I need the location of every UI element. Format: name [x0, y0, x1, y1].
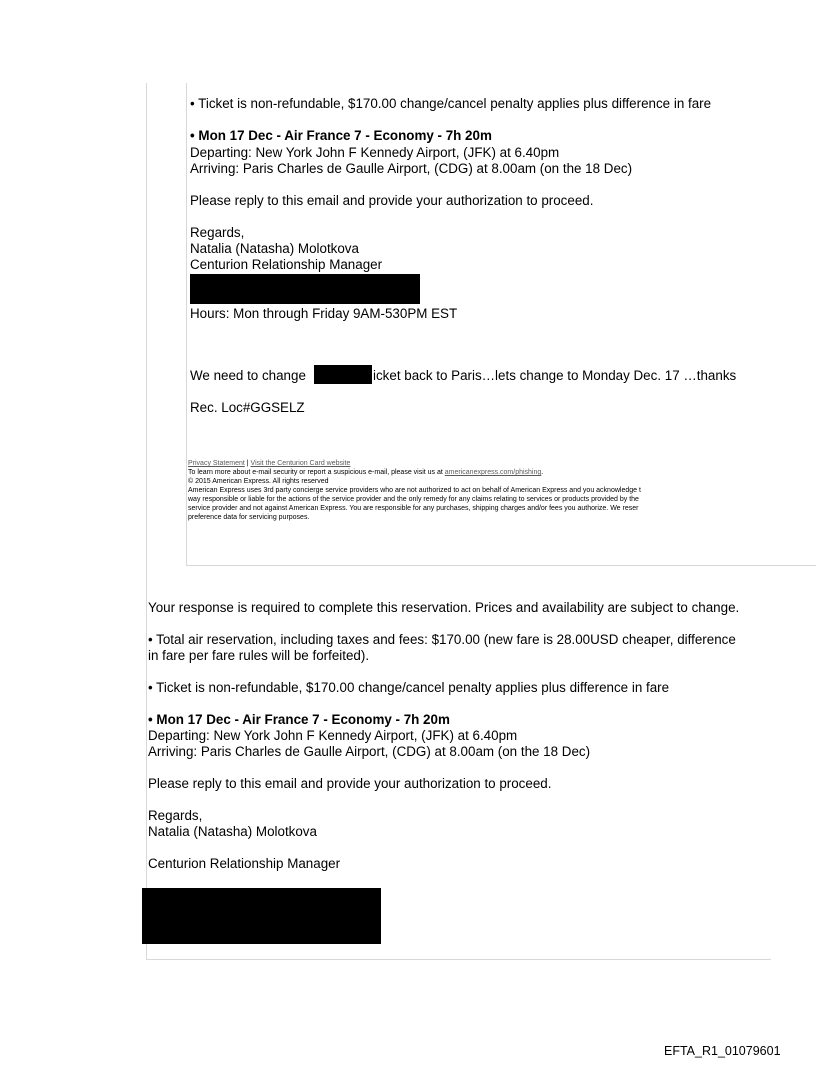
redaction-block [142, 888, 381, 944]
sender-name: Natalia (Natasha) Molotkova [148, 824, 317, 839]
reply-request: Please reply to this email and provide your authorization to proceed. [148, 776, 552, 791]
arriving: Arriving: Paris Charles de Gaulle Airport, (CDG) at 8.00am (on the 18 Dec) [148, 744, 591, 759]
disclaimer-line: service provider and not against American Express. You are responsible for any purchases, shipping charges and/or fees you authorize. We reser [188, 505, 639, 512]
phishing-notice [188, 468, 543, 477]
sender-title: Centurion Relationship Manager [148, 856, 341, 871]
quoted-sender-title: Centurion Relationship Manager [190, 257, 383, 272]
change-request-end: icket back to Paris…lets change to Monday Dec. 17 …thanks [373, 368, 737, 383]
total-line-2: in fare per fare rules will be forfeited). [148, 648, 370, 663]
ticket-line: • Ticket is non-refundable, $170.00 change/cancel penalty applies plus difference in fare [148, 680, 670, 695]
regards: Regards, [148, 808, 203, 823]
copyright: © 2015 American Express. All rights reserved [188, 478, 329, 485]
phishing-end: . [541, 469, 544, 476]
privacy-statement-link[interactable]: Privacy Statement [188, 460, 245, 467]
redaction-block [314, 365, 372, 384]
response-required: Your response is required to complete this reservation. Prices and availability are subject to change. [148, 600, 740, 615]
quoted-departing: Departing: New York John F Kennedy Airport, (JFK) at 6.40pm [190, 145, 560, 160]
centurion-website-link[interactable]: Visit the Centurion Card website [250, 460, 351, 467]
disclaimer-line: preference data for servicing purposes. [188, 514, 310, 521]
quoted-ticket-line: • Ticket is non-refundable, $170.00 change/cancel penalty applies plus difference in fare [190, 96, 712, 111]
quoted-arriving: Arriving: Paris Charles de Gaulle Airport, (CDG) at 8.00am (on the 18 Dec) [190, 161, 633, 176]
disclaimer-line: American Express uses 3rd party concierge service providers who are not authorized to act on behalf of American Express and you acknowledge t [188, 487, 641, 494]
link-separator: | [244, 460, 251, 467]
phishing-text: To learn more about e-mail security or report a suspicious e-mail, please visit us at [188, 469, 445, 476]
departing: Departing: New York John F Kennedy Airport, (JFK) at 6.40pm [148, 728, 518, 743]
total-line-1: • Total air reservation, including taxes and fees: $170.00 (new fare is 28.00USD cheaper, difference [148, 632, 736, 647]
change-request-start: We need to change [190, 368, 306, 383]
flight-title: • Mon 17 Dec - Air France 7 - Economy - 7h 20m [148, 712, 450, 727]
legal-links [188, 459, 350, 468]
redaction-block [190, 274, 420, 304]
document-id: EFTA_R1_01079601 [664, 1044, 781, 1058]
quoted-hours: Hours: Mon through Friday 9AM-530PM EST [190, 306, 458, 321]
quoted-flight-title: • Mon 17 Dec - Air France 7 - Economy - 7h 20m [190, 128, 492, 143]
quoted-sender-name: Natalia (Natasha) Molotkova [190, 241, 359, 256]
disclaimer-line: way responsible or liable for the actions of the service provider and the only remedy for any claims relating to services or products provided by the [188, 496, 639, 503]
quoted-reply-request: Please reply to this email and provide your authorization to proceed. [190, 193, 594, 208]
quoted-regards: Regards, [190, 225, 245, 240]
phishing-link[interactable]: americanexpress.com/phishing [444, 469, 542, 476]
record-locator: Rec. Loc#GGSELZ [190, 400, 305, 415]
